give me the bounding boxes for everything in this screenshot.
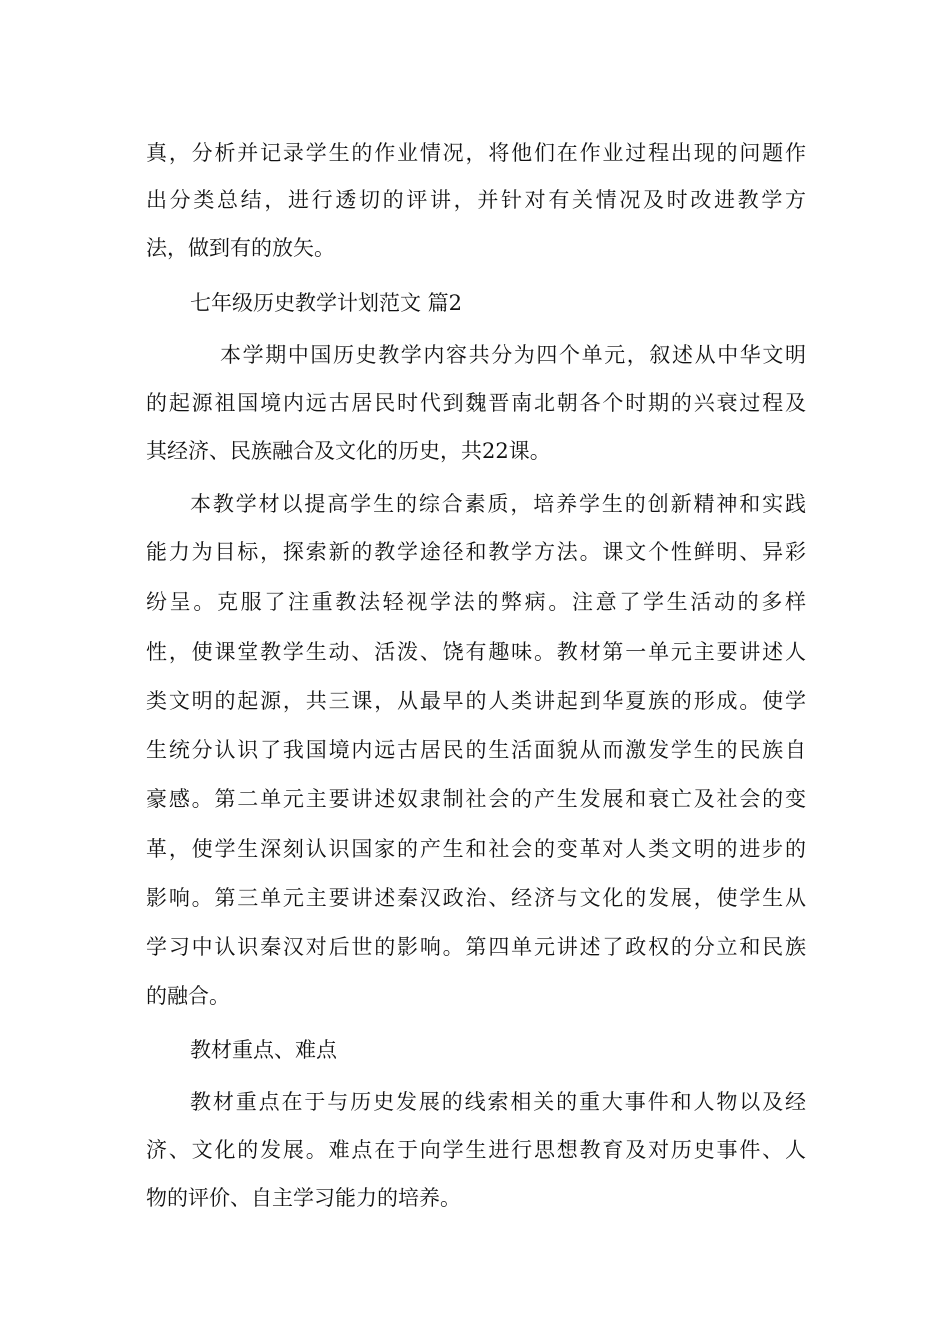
text-line: 本教学材以提高学生的综合素质，培养学生的创新精神和实践 — [190, 492, 806, 516]
text-line: 法，做到有的放矢。 — [146, 236, 335, 260]
text-line: 真，分析并记录学生的作业情况，将他们在作业过程出现的问题作 — [146, 141, 806, 165]
text-line: 革，使学生深刻认识国家的产生和社会的变革对人类文明的进步的 — [146, 837, 806, 861]
text-line: 的融合。 — [146, 984, 230, 1008]
section-heading: 七年级历史教学计划范文 篇2 — [190, 291, 463, 315]
text-line: 物的评价、自主学习能力的培养。 — [146, 1186, 461, 1210]
text-line: 本学期中国历史教学内容共分为四个单元，叙述从中华文明 — [220, 343, 806, 367]
text-line: 能力为目标，探索新的教学途径和教学方法。课文个性鲜明、异彩 — [146, 540, 806, 564]
text-line: 出分类总结，进行透切的评讲，并针对有关情况及时改进教学方 — [146, 188, 806, 212]
text-line: 的起源祖国境内远古居民时代到魏晋南北朝各个时期的兴衰过程及 — [146, 391, 806, 415]
text-line: 其经济、民族融合及文化的历史，共22课。 — [146, 439, 551, 463]
section-heading: 教材重点、难点 — [190, 1038, 337, 1062]
text-line: 性，使课堂教学生动、活泼、饶有趣味。教材第一单元主要讲述人 — [146, 640, 806, 664]
text-line: 学习中认识秦汉对后世的影响。第四单元讲述了政权的分立和民族 — [146, 935, 806, 959]
text-line: 纷呈。克服了注重教法轻视学法的弊病。注意了学生活动的多样 — [146, 590, 806, 614]
text-line: 豪感。第二单元主要讲述奴隶制社会的产生发展和衰亡及社会的变 — [146, 787, 806, 811]
text-line: 济、文化的发展。难点在于向学生进行思想教育及对历史事件、人 — [146, 1138, 806, 1162]
text-line: 影响。第三单元主要讲述秦汉政治、经济与文化的发展，使学生从 — [146, 886, 806, 910]
text-line: 类文明的起源，共三课，从最早的人类讲起到华夏族的形成。使学 — [146, 689, 806, 713]
text-line: 教材重点在于与历史发展的线索相关的重大事件和人物以及经 — [190, 1090, 806, 1114]
text-line: 生统分认识了我国境内远古居民的生活面貌从而激发学生的民族自 — [146, 738, 806, 762]
